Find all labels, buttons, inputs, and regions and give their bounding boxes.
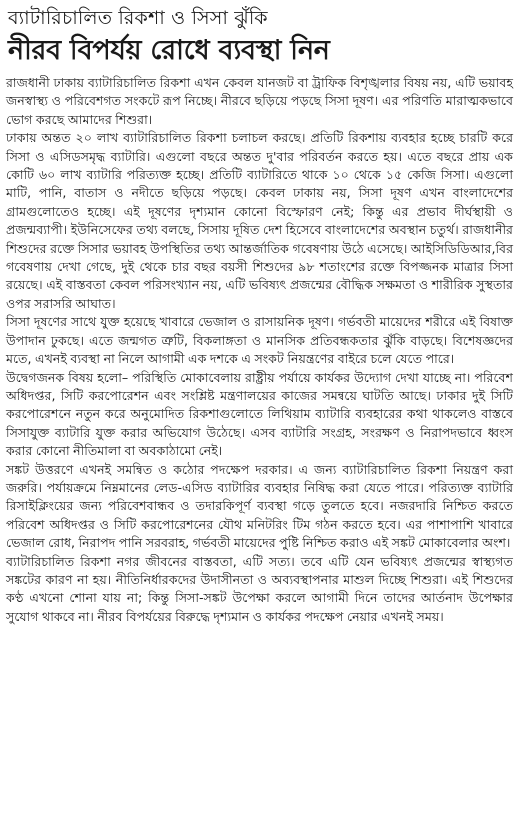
paragraph-4: উদ্বেগজনক বিষয় হলো– পরিস্থিতি মোকাবেলায় রাষ্ট্রীয় পর্যায়ে কার্যকর উদ্যোগ দেখা যাচ্ছে না। পরিবেশ অধিদপ্তর, সিটি করপোরেশন এবং সংশ্লিষ্ট মন্ত্রণালয়ের কাজের সমন্বয়ে ঘাটতি আছে। ঢাকার দুই সিটি করপোরেশনে নতুন করে অনুমোদিত রিকশাগুলোতে লিথিয়াম ব্যাটারি ব্যবহারের কথা থাকলেও বাস্তবে সিসাযুক্ত ব্যাটারি যুক্ত করার অভিযোগ উঠেছে। এসব ব্যাটারি সংগ্রহ, সংরক্ষণ ও নিরাপদভাবে ধ্বংস করার কোনো নীতিমালা বা অবকাঠামো নেই। [6, 369, 513, 459]
headline: নীরব বিপর্যয় রোধে ব্যবস্থা নিন [8, 35, 330, 66]
paragraph-2: ঢাকায় অন্তত ২০ লাখ ব্যাটারিচালিত রিকশা চলাচল করছে। প্রতিটি রিকশায় ব্যবহার হচ্ছে চারটি করে সিসা ও এসিডসমৃদ্ধ ব্যাটারি। এগুলো বছরে অন্তত দু'বার পরিবর্তন করতে হয়। এতে বছরে প্রায় এক কোটি ৬০ লাখ ব্যাটারি পরিত্যক্ত হচ্ছে। প্রতিটি ব্যাটারিতে থাকে ১০ থেকে ১৫ কেজি সিসা। এগুলো মাটি, পানি, বাতাস ও নদীতে ছড়িয়ে পড়ছে। কেবল ঢাকায় নয়, সিসা দূষণ এখন বাংলাদেশের গ্রামগুলোতেও হচ্ছে। এই দূষণের দৃশ্যমান কোনো বিস্ফোরণ নেই; কিন্তু এর প্রভাব দীর্ঘস্থায়ী ও প্রজন্মব্যাপী। ইউনিসেফের তথ্য বলছে, সিসায় দূষিত দেশ হিসেবে বাংলাদেশের অবস্থান চতুর্থ। রাজধানীর শিশুদের রক্তে সিসার ভয়াবহ উপস্থিতির তথ্য আন্তর্জাতিক গবেষণায় উঠে এসেছে। আইসিডিডিআর,বির গবেষণায় দেখা গেছে, দুই থেকে চার বছর বয়সী শিশুদের ৯৮ শতাংশের রক্তে বিপজ্জনক মাত্রার সিসা রয়েছে। এই বাস্তবতা কেবল পরিসংখ্যান নয়, এটি ভবিষ্যৎ প্রজন্মের বৌদ্ধিক সক্ষমতা ও শারীরিক সুস্থতার ওপর সরাসরি আঘাত। [6, 130, 513, 311]
kicker-title: ব্যাটারিচালিত রিকশা ও সিসা ঝুঁকি [8, 7, 268, 29]
paragraph-6: ব্যাটারিচালিত রিকশা নগর জীবনের বাস্তবতা, এটি সত্য। তবে এটি যেন ভবিষ্যৎ প্রজন্মের স্বাস্থ্যগত সঙ্কটের কারণ না হয়। নীতিনির্ধারকদের উদাসীনতা ও অব্যবস্থাপনার মাশুল দিচ্ছে শিশুরা। এই শিশুদের কণ্ঠ এখনো শোনা যায় না; কিন্তু সিসা-সঙ্কট উপেক্ষা করলে আগামী দিনে তাদের আর্তনাদ উপেক্ষার সুযোগ থাকবে না। নীরব বিপর্যয়ের বিরুদ্ধে দৃশ্যমান ও কার্যকর পদক্ষেপ নেয়ার এখনই সময়। [6, 553, 513, 624]
paragraph-5: সঙ্কট উত্তরণে এখনই সমন্বিত ও কঠোর পদক্ষেপ দরকার। এ জন্য ব্যাটারিচালিত রিকশা নিয়ন্ত্রণ করা জরুরি। পর্যায়ক্রমে নিম্নমানের লেড-এসিড ব্যাটারির ব্যবহার নিষিদ্ধ করা যেতে পারে। পরিত্যক্ত ব্যাটারি রিসাইক্লিংয়ের জন্য পরিবেশবান্ধব ও তদারকিপূর্ণ ব্যবস্থা গড়ে তুলতে হবে। নজরদারি নিশ্চিত করতে পরিবেশ অধিদপ্তর ও সিটি করপোরেশনের যৌথ মনিটরিং টিম গঠন করতে হবে। এর পাশাপাশি খাবারে ভেজাল রোধ, নিরাপদ পানি সরবরাহ, গর্ভবতী মায়েদের পুষ্টি নিশ্চিত করাও এই সঙ্কট মোকাবেলার অংশ। [6, 461, 513, 551]
paragraph-3: সিসা দূষণের সাথে যুক্ত হয়েছে খাবারে ভেজাল ও রাসায়নিক দূষণ। গর্ভবতী মায়েদের শরীরে এই বিষাক্ত উপাদান ঢুকছে। এতে জন্মগত ত্রুটি, বিকলাঙ্গতা ও মানসিক প্রতিবন্ধকতার ঝুঁকি বাড়ছে। বিশেষজ্ঞদের মতে, এখনই ব্যবস্থা না নিলে আগামী এক দশকে এ সংকট নিয়ন্ত্রণের বাইরে চলে যেতে পারে। [6, 314, 513, 367]
paragraph-1: রাজধানী ঢাকায় ব্যাটারিচালিত রিকশা এখন কেবল যানজট বা ট্রাফিক বিশৃঙ্খলার বিষয় নয়, এটি ভয়াবহ জনস্বাস্থ্য ও পরিবেশগত সংকটে রূপ নিচ্ছে। নীরবে ছড়িয়ে পড়ছে সিসা দূষণ। এর পরিণতি মারাত্মকভাবে ভোগ করছে আমাদের শিশুরা। [6, 75, 513, 127]
